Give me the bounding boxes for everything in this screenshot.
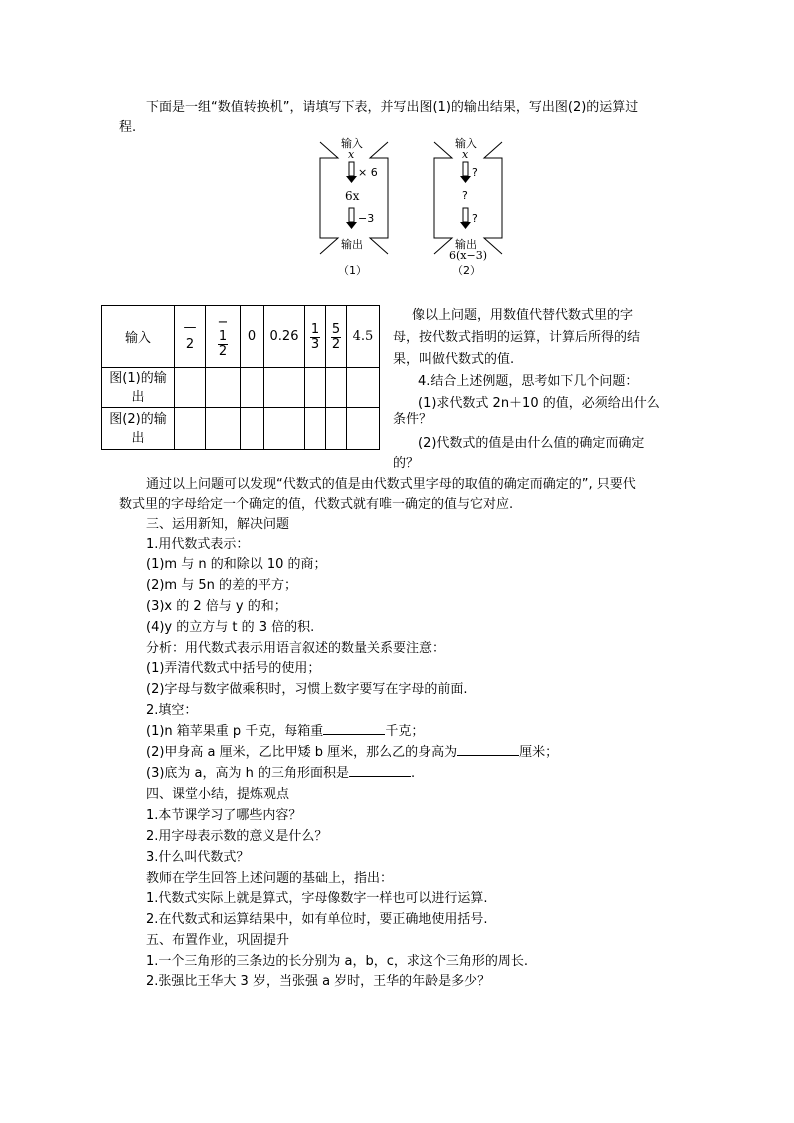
table-header-output-1: 图(1)的输 出 [102, 368, 175, 408]
input-2-sign: − [217, 314, 229, 330]
table-cell [206, 408, 241, 450]
section-5-heading: 五、布置作业，巩固提升 [146, 933, 290, 948]
question-1-4: (4)y 的立方与 t 的 3 倍的积. [146, 620, 315, 635]
analysis-heading: 分析：用代数式表示用语言叙述的数量关系要注意： [146, 641, 446, 656]
machine-2-input-label: 输入 [455, 137, 477, 150]
table-row-input [102, 306, 380, 368]
table-cell [326, 408, 347, 450]
conversion-machine-1 [318, 138, 390, 278]
review-3: 3.什么叫代数式？ [146, 850, 250, 865]
answer-blank-1[interactable] [323, 722, 385, 735]
side-line-8: 的？ [393, 456, 420, 471]
table-header-output-2: 图(2)的输 出 [102, 408, 175, 450]
question-2-2: (2)甲身高 a 厘米，乙比甲矮 b 厘米，那么乙的身高为 厘米； [146, 745, 559, 760]
side-line-1: 像以上问题，用数值代替代数式里的字 [412, 308, 634, 323]
table-cell [206, 368, 241, 408]
table-cell-input-5 [305, 306, 326, 368]
homework-2: 2.张强比王华大 3 岁，当张强 a 岁时，王华的年龄是多少？ [146, 974, 491, 989]
body-paragraph-1a: 通过以上问题可以发现“代数式的值是由代数式里字母的取值的确定而确定的”, 只要代 [146, 477, 636, 492]
analysis-1: (1)弄清代数式中括号的使用； [146, 661, 321, 676]
table-cell-input-4: 0.26 [264, 306, 305, 368]
intro-line-2: 程. [119, 120, 137, 135]
input-6-denominator: 2 [331, 336, 341, 352]
question-2-1: (1)n 箱苹果重 p 千克，每箱重 千克； [146, 724, 425, 739]
review-1: 1.本节课学习了哪些内容？ [146, 808, 302, 823]
answer-blank-2[interactable] [457, 743, 519, 756]
machine-1-input-label: 输入 [341, 137, 363, 150]
table-cell [264, 368, 305, 408]
review-4: 教师在学生回答上述问题的基础上，指出： [146, 871, 394, 886]
side-line-7: (2)代数式的值是由什么值的确定而确定 [418, 436, 645, 451]
table-cell [264, 408, 305, 450]
side-line-2: 母，按代数式指明的运算，计算后所得的结 [393, 330, 641, 345]
section-3-heading: 三、运用新知，解决问题 [146, 517, 290, 532]
table-cell-input-2 [206, 306, 241, 368]
table-header-input: 输入 [102, 306, 175, 368]
table-cell-input-1: — 2 [175, 306, 206, 368]
machine-2-caption: （2） [452, 264, 481, 277]
input-2-denominator: 2 [218, 343, 228, 359]
table-cell-input-6 [326, 306, 347, 368]
section-4-heading: 四、课堂小结，提炼观点 [146, 787, 290, 802]
side-line-4: 4.结合上述例题，思考如下几个问题： [418, 374, 639, 389]
question-1-3: (3)x 的 2 倍与 y 的和； [146, 599, 287, 614]
analysis-2: (2)字母与数字做乘积时，习惯上数字要写在字母的前面. [146, 682, 468, 697]
machine-2-output-expr: 6(x−3) [449, 249, 488, 262]
table-cell [241, 408, 264, 450]
machine-2-op2: ? [472, 212, 478, 225]
machine-2-mid: ? [462, 189, 468, 202]
question-1-2: (2)m 与 5n 的差的平方； [146, 578, 297, 593]
machine-2-op1: ? [472, 166, 478, 179]
machine-2-output-label: 输出 [455, 238, 477, 251]
homework-1: 1.一个三角形的三条边的长分别为 a，b，c，求这个三角形的周长. [146, 954, 529, 969]
table-row-output-2 [102, 408, 380, 450]
table-cell [175, 408, 206, 450]
value-table [101, 305, 380, 450]
side-line-3: 果，叫做代数式的值. [393, 352, 515, 367]
machine-1-op2: −3 [358, 212, 375, 225]
table-cell [305, 408, 326, 450]
question-1-1: (1)m 与 n 的和除以 10 的商； [146, 557, 327, 572]
input-6-numerator: 5 [331, 321, 341, 337]
question-2: 2.填空： [146, 703, 198, 718]
input-2-numerator: 1 [218, 328, 228, 344]
intro-line-1: 下面是一组“数值转换机”，请填写下表，并写出图(1)的输出结果，写出图(2)的运算过 [146, 100, 639, 115]
machine-1-caption: （1） [338, 264, 367, 277]
table-row-output-1 [102, 368, 380, 408]
machine-1-mid: 6x [345, 189, 360, 203]
input-5-denominator: 3 [310, 336, 320, 352]
side-line-5: (1)求代数式 2n＋10 的值，必须给出什么 [418, 396, 660, 411]
side-line-6: 条件？ [393, 412, 433, 427]
table-cell [305, 368, 326, 408]
table-cell [241, 368, 264, 408]
machine-1-op1: × 6 [358, 166, 378, 179]
table-cell [347, 368, 380, 408]
review-6: 2.在代数式和运算结果中，如有单位时，要正确地使用括号. [146, 912, 488, 927]
conversion-machine-2 [432, 138, 504, 278]
question-1: 1.用代数式表示： [146, 537, 250, 552]
table-cell [175, 368, 206, 408]
question-2-3: (3)底为 a，高为 h 的三角形面积是 . [146, 766, 416, 781]
table-cell [326, 368, 347, 408]
review-2: 2.用字母表示数的意义是什么？ [146, 829, 328, 844]
machine-2-input-var: x [462, 148, 469, 161]
body-paragraph-1b: 数式里的字母给定一个确定的值，代数式就有唯一确定的值与它对应. [119, 497, 514, 512]
table-cell-input-7: 4.5 [347, 306, 380, 368]
answer-blank-3[interactable] [349, 764, 411, 777]
review-5: 1.代数式实际上就是算式，字母像数字一样也可以进行运算. [146, 891, 488, 906]
table-cell [347, 408, 380, 450]
machine-1-output-label: 输出 [341, 238, 363, 251]
table-cell-input-3: 0 [241, 306, 264, 368]
machine-1-input-var: x [348, 148, 355, 161]
input-5-numerator: 1 [310, 321, 320, 337]
